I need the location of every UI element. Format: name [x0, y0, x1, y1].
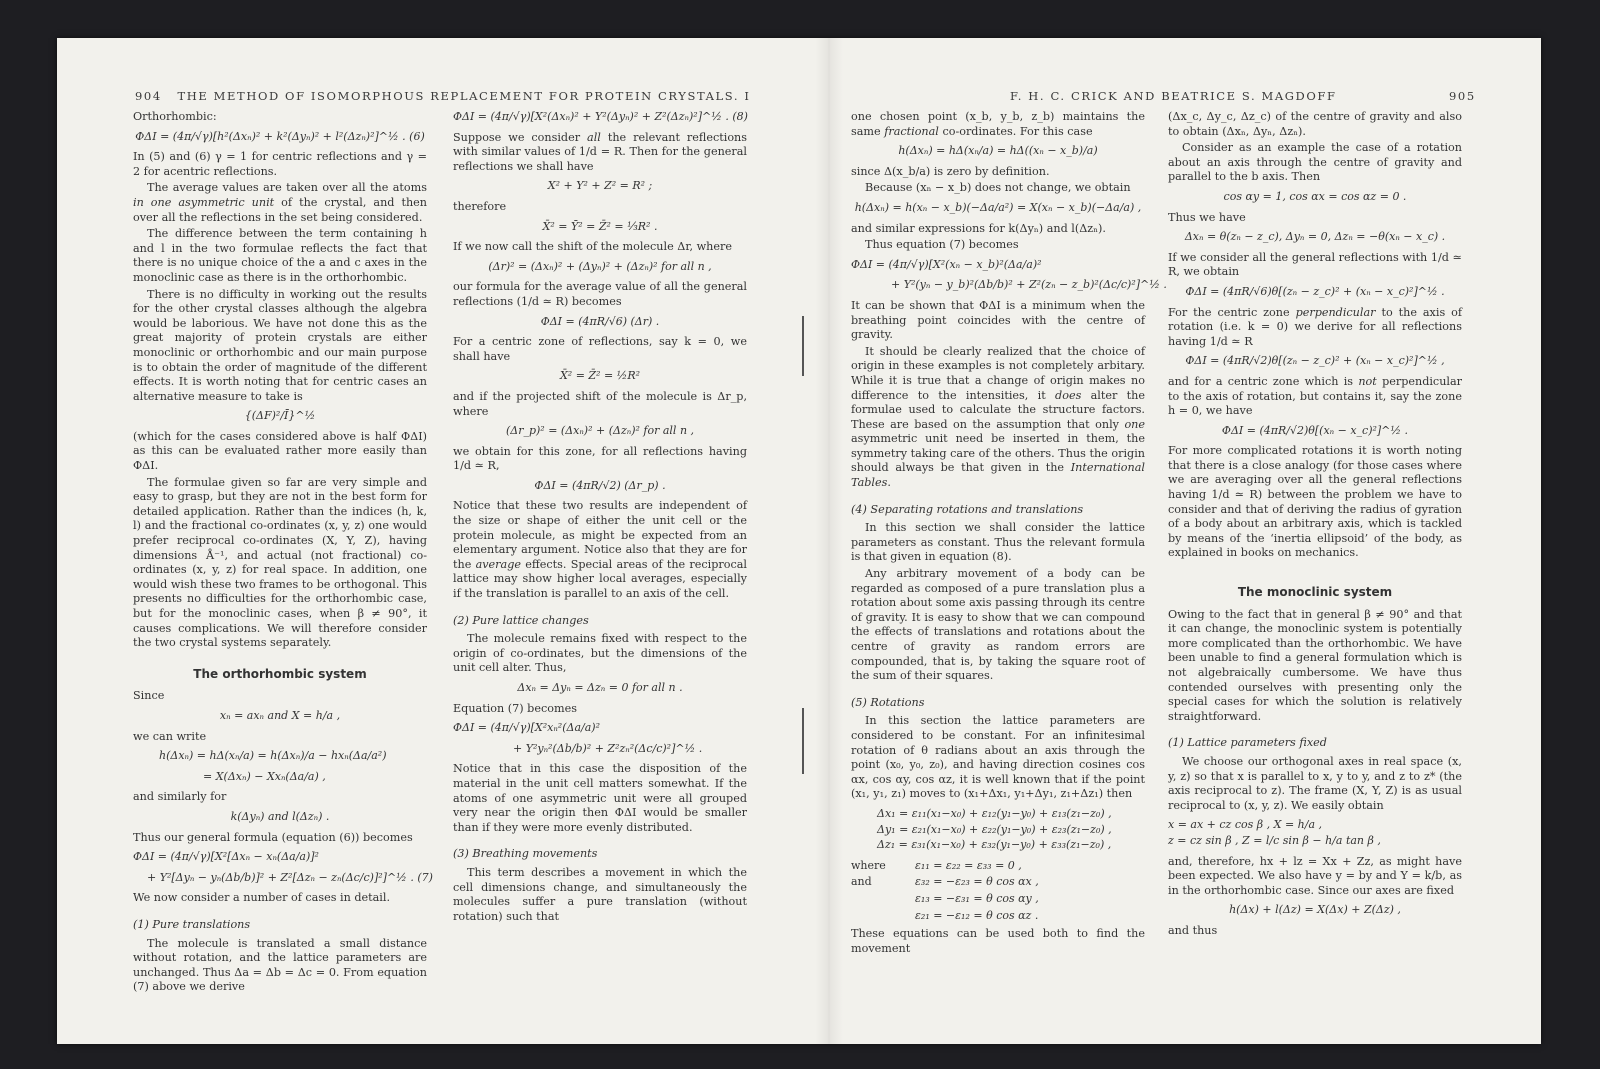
italic-text: in one asymmetric unit: [133, 195, 275, 209]
label-where: where: [851, 858, 886, 872]
left-page-column-1: [133, 110, 433, 997]
paragraph: There is no difficulty in working out the results for the other crystal classes although the algebra would be laborious. We have not done this as the great majority of protein crystals are either monoclinic or orthorhombic and our main purpose is to obtain the order of magnitude of the different effects. It is worth noting that for centric cases an alternative measure to take is: [133, 287, 427, 403]
running-title-left: THE METHOD OF ISOMORPHOUS REPLACEMENT FOR PROTEIN CRYSTALS. I: [177, 89, 751, 103]
text-run: .: [887, 476, 891, 490]
text-run: and for a centric zone which is: [1168, 374, 1359, 388]
running-title-right: F. H. C. CRICK AND BEATRICE S. MAGDOFF: [1010, 89, 1337, 103]
paragraph: and, therefore, hx + lz = Xx + Zz, as might have been expected. We also have y = by and Y = k/b, as in the orthorhombic case. Since our axes are fixed: [1168, 854, 1462, 897]
paragraph: We choose our orthogonal axes in real space (x, y, z) so that x is parallel to x, y to y, and z to z* (the axis reciprocal to z). The frame (X, Y, Z) is as usual reciprocal to (x, y, z). We easily obtain: [1168, 754, 1462, 812]
equation: Δxₙ = θ(zₙ − z_c), Δyₙ = 0, Δzₙ = −θ(xₙ − x_c) .: [1184, 230, 1446, 244]
page-number-left: 904: [135, 89, 162, 103]
text-run: alter the formulae used to calculate the structure factors. These are based on the assumption that only: [851, 388, 1145, 431]
paragraph: Thus we have: [1168, 210, 1246, 224]
paragraph: since Δ(x_b/a) is zero by definition.: [851, 164, 1050, 178]
equation: = X(Δxₙ) − Xxₙ(Δa/a) ,: [203, 769, 326, 783]
equation: cos αy = 1, cos αx = cos αz = 0 .: [1223, 189, 1407, 203]
text-run: one chosen point (x_b, y_b, z_b) maintains the same: [851, 110, 1145, 138]
paragraph: [851, 345, 1145, 491]
text-run: of the crystal, and then over all the reflections in the set being considered.: [133, 195, 427, 224]
italic-text: International Tables: [851, 461, 1145, 490]
right-page-column-1: [851, 110, 1167, 958]
subsection-heading: (5) Rotations: [851, 695, 925, 709]
text-run: The average values are taken over all the atoms: [147, 181, 427, 195]
equation: ε₃₂ = −ε₂₃ = θ cos αx ,: [915, 875, 1039, 889]
margin-mark: [802, 708, 804, 774]
paragraph: and if the projected shift of the molecule is Δr_p, where: [453, 389, 747, 418]
paragraph: and similar expressions for k(Δyₙ) and l(Δzₙ).: [851, 221, 1106, 235]
equation: ΦΔI = (4πR/√6)θ[(zₙ − z_c)² + (xₙ − x_c)²]^½ .: [1185, 284, 1445, 298]
page-number-right: 905: [1449, 89, 1476, 103]
paragraph: Because (xₙ − x_b) does not change, we obtain: [865, 181, 1131, 195]
paragraph: we can write: [133, 729, 207, 743]
paragraph: [133, 181, 427, 225]
text-run: perpendicular to the axis of rotation, but contains it, say the zone h = 0, we have: [1168, 374, 1462, 418]
equation: (Δr)² = (Δxₙ)² + (Δyₙ)² + (Δzₙ)² for all n ,: [488, 259, 712, 273]
equation: h(Δxₙ) = hΔ(xₙ/a) = hΔ((xₙ − x_b)/a): [898, 144, 1098, 158]
paragraph: In this section we shall consider the lattice parameters as constant. Thus the relevant formula is that given in equation (8).: [851, 521, 1145, 564]
equation: ΦΔI = (4πR/√2) (Δr_p) .: [534, 478, 666, 492]
paragraph: and thus: [1168, 923, 1218, 937]
paragraph: If we now call the shift of the molecule Δr, where: [453, 240, 732, 254]
paragraph: Since: [133, 689, 165, 703]
italic-text: one: [1124, 417, 1145, 431]
italic-text: not: [1358, 374, 1377, 388]
paragraph: [453, 499, 747, 601]
equation: z = cz sin β , Z = l/c sin β − h/a tan β ,: [1168, 833, 1381, 847]
equation: + Y²yₙ²(Δb/b)² + Z²zₙ²(Δc/c)²]^½ .: [513, 741, 703, 755]
text-run: effects. Special areas of the reciprocal lattice may show higher local averages, especially if the translation is parallel to an axis of the cell.: [453, 557, 747, 601]
text-run: It should be clearly realized that the choice of origin in these examples is not completely arbitary. While it is true that a change of origin makes no difference to the intensities, it: [851, 344, 1145, 402]
paragraph: we obtain for this zone, for all reflections having 1/d ≃ R,: [453, 444, 747, 473]
running-header-authors: [1010, 89, 1337, 103]
equation: Δxₙ = Δyₙ = Δzₙ = 0 for all n .: [517, 681, 683, 694]
paragraph: [453, 131, 747, 175]
paragraph: [1168, 375, 1462, 419]
page-fold: [815, 38, 843, 1044]
subsection-heading: (1) Pure translations: [133, 917, 251, 931]
paragraph: For more complicated rotations it is worth noting that there is a close analogy (for those cases where we are averaging over all the general reflections having 1/d ≃ R) between the problem we have to consider and that of deriving the radius of gyration of a body about an arbitrary axis, which is tackled by means of the ‘inertia ellipsoid’ of the body, as explained in books on mechanics.: [1168, 444, 1462, 560]
equation: ΦΔI = (4πR/√2)θ[(zₙ − z_c)² + (xₙ − x_c)²]^½ ,: [1185, 354, 1445, 368]
italic-text: does: [1055, 388, 1082, 402]
equation: ε₂₁ = −ε₁₂ = θ cos αz .: [915, 908, 1039, 922]
equation: ΦΔI = (4πR/√2)θ[(xₙ − x_c)²]^½ .: [1221, 423, 1409, 437]
equation: x = ax + cz cos β , X = h/a ,: [1168, 818, 1322, 832]
equation: ΦΔI = (4π/√γ)[X²[Δxₙ − xₙ(Δa/a)]²: [133, 850, 319, 864]
text-run: to the axis of rotation (i.e. k = 0) we derive for all reflections having 1/d ≃ R: [1168, 305, 1462, 348]
equation: Δx₁ = ε₁₁(x₁−x₀) + ε₁₂(y₁−y₀) + ε₁₃(z₁−z₀) ,: [877, 806, 1112, 820]
paragraph: Notice that in this case the disposition of the material in the unit cell matters somewhat. If the atoms of one asymmetric unit were all grouped very near the origin then ΦΔI would be smaller than if they were more evenly distributed.: [453, 762, 747, 834]
paragraph: We now consider a number of cases in detail.: [133, 891, 391, 905]
paragraph: Orthorhombic:: [133, 110, 217, 123]
equation: ΦΔI = (4π/√γ)[X²xₙ²(Δa/a)²: [453, 721, 600, 735]
right-page-column-2: [1168, 110, 1462, 941]
text-run: Suppose we consider: [453, 130, 588, 144]
paragraph: Consider as an example the case of a rotation about an axis through the centre of gravity and parallel to the b axis. Then: [1168, 141, 1462, 184]
paragraph: Equation (7) becomes: [453, 701, 577, 715]
paragraph: (Δx_c, Δy_c, Δz_c) of the centre of gravity and also to obtain (Δxₙ, Δyₙ, Δzₙ).: [1168, 110, 1462, 138]
section-heading: The monoclinic system: [1237, 585, 1393, 600]
equation: ε₁₃ = −ε₃₁ = θ cos αy ,: [915, 891, 1039, 905]
paragraph: Thus our general formula (equation (6)) becomes: [133, 830, 413, 844]
text-run: Notice that these two results are independent of the size or shape of either the unit cell or the protein molecule, as might be expected from an elementary argument. Notice also that they are for the: [453, 499, 747, 571]
equation: h(Δxₙ) = h(xₙ − x_b)(−Δa/a²) = X(xₙ − x_b)(−Δa/a) ,: [854, 200, 1142, 214]
italic-text: perpendicular: [1295, 305, 1376, 319]
paragraph: our formula for the average value of all the general reflections (1/d ≃ R) becomes: [453, 280, 747, 308]
equation: ε₁₁ = ε₂₂ = ε₃₃ = 0 ,: [915, 858, 1022, 872]
text-run: the relevant reflections with similar values of 1/d = R. Then for the general reflections we shall have: [453, 130, 747, 173]
paragraph: In (5) and (6) γ = 1 for centric reflections and γ = 2 for acentric reflections.: [133, 150, 427, 178]
equation: h(Δx) + l(Δz) = X(Δx) + Z(Δz) ,: [1229, 903, 1401, 917]
text-run: co-ordinates. For this case: [938, 124, 1093, 138]
equation: X̄² = Ȳ² = Z̄² = ⅓R² .: [542, 219, 658, 233]
equation: ΦΔI = (4πR/√6) (Δr) .: [540, 314, 660, 328]
paragraph: The molecule is translated a small distance without rotation, and the lattice parameters are unchanged. Thus Δa = Δb = Δc = 0. From equation (7) above we derive: [133, 936, 427, 994]
paragraph: therefore: [453, 199, 507, 213]
margin-mark: [802, 316, 804, 376]
subsection-heading: (4) Separating rotations and translations: [851, 502, 1084, 516]
equation: Δy₁ = ε₂₁(x₁−x₀) + ε₂₂(y₁−y₀) + ε₂₃(z₁−z₀) ,: [877, 822, 1112, 836]
equation: ΦΔI = (4π/√γ)[X²(xₙ − x_b)²(Δa/a)²: [851, 257, 1042, 271]
equation: ΦΔI = (4π/√γ)[X²(Δxₙ)² + Y²(Δyₙ)² + Z²(Δzₙ)²]^½ . (8): [453, 110, 748, 123]
equation: ΦΔI = (4π/√γ)[h²(Δxₙ)² + k²(Δyₙ)² + l²(Δzₙ)²]^½ . (6): [135, 129, 425, 143]
paragraph: In this section the lattice parameters are considered to be constant. For an infinitesimal rotation of θ radians about an axis through the point (x₀, y₀, z₀), and having direction cosines cos αx, cos αy, cos αz, it is well known that if the point (x₁, y₁, z₁) moves to (x₁+Δx₁, y₁+Δy₁, z₁+Δz₁) then: [851, 714, 1145, 801]
paragraph: If we consider all the general reflections with 1/d ≃ R, we obtain: [1168, 250, 1462, 279]
paragraph: This term describes a movement in which the cell dimensions change, and simultaneously the molecules suffer a pure translation (without rotation) such that: [453, 865, 747, 923]
equation: X² + Y² + Z² = R² ;: [547, 179, 653, 193]
equation: Δz₁ = ε₃₁(x₁−x₀) + ε₃₂(y₁−y₀) + ε₃₃(z₁−z₀) ,: [877, 838, 1112, 852]
equation: X̄² = Z̄² = ½R²: [559, 369, 641, 383]
book-spread: [57, 38, 1541, 1044]
subsection-heading: (1) Lattice parameters fixed: [1168, 736, 1327, 750]
equation: (Δr_p)² = (Δxₙ)² + (Δzₙ)² for all n ,: [505, 424, 695, 438]
paragraph: Owing to the fact that in general β ≠ 90° and that it can change, the monoclinic system is potentially more complicated than the orthorhombic. We have been unable to find a general formulation which is not algebraically cumbersome. We have thus contended ourselves with presenting only the special cases for which the solution is relatively straightforward.: [1168, 607, 1462, 723]
paragraph: These equations can be used both to find the movement: [851, 927, 1145, 955]
paragraph: The formulae given so far are very simple and easy to grasp, but they are not in the best form for detailed application. Rather than the indices (h, k, l) and the fractional co-ordinates (x, y, z) one would prefer reciprocal co-ordinates (X, Y, Z), having dimensions Å⁻¹, and actual (not fractional) co-ordinates (x, y, z) for real space. In addition, one would wish these two frames to be orthogonal. This presents no difficulties for the orthorhombic case, but for the monoclinic cases, when β ≠ 90°, it causes complications. We will therefore consider the two crystal systems separately.: [133, 475, 427, 650]
subsection-heading: (2) Pure lattice changes: [453, 613, 589, 627]
equation: xₙ = axₙ and X = h/a ,: [219, 708, 341, 722]
italic-text: all: [587, 130, 601, 144]
equation: {(ΔF)²/Ī}^½: [244, 409, 316, 423]
text-run: asymmetric unit need be inserted in them, the symmetry taking care of the others. Thus the origin should always be that given in the: [851, 432, 1145, 475]
paragraph: Thus equation (7) becomes: [865, 238, 1019, 252]
equation: + Y²[Δyₙ − yₙ(Δb/b)]² + Z²[Δzₙ − zₙ(Δc/c)]²]^½ . (7): [147, 870, 433, 884]
paragraph: It can be shown that ΦΔI is a minimum when the breathing point coincides with the centre of gravity.: [851, 298, 1145, 342]
paragraph: For a centric zone of reflections, say k = 0, we shall have: [453, 335, 747, 363]
subsection-heading: (3) Breathing movements: [453, 847, 598, 861]
paragraph: [1168, 306, 1462, 350]
paragraph: The difference between the term containing h and l in the two formulae reflects the fact that there is no unique choice of the a and c axes in the monoclinic case as there is in the orthorhombic.: [133, 227, 427, 284]
paragraph: and similarly for: [133, 790, 227, 804]
section-heading: The orthorhombic system: [193, 666, 367, 681]
equation: k(Δyₙ) and l(Δzₙ) .: [230, 809, 330, 823]
paragraph: Any arbitrary movement of a body can be regarded as composed of a pure translation plus a rotation about some axis passing through its centre of gravity. It is easy to show that we can compound the effects of translations and rotations about the centre of gravity as random errors are compounded, that is, by taking the square root of the sum of their squares.: [851, 567, 1145, 683]
italic-text: average: [475, 557, 521, 571]
label-and: and: [851, 875, 872, 889]
paragraph: The molecule remains fixed with respect to the origin of co-ordinates, but the dimensions of the unit cell alter. Thus,: [453, 632, 747, 675]
running-header-left: [135, 89, 750, 103]
text-run: For the centric zone: [1168, 305, 1296, 319]
left-page-column-2: [453, 110, 747, 926]
paragraph: [851, 110, 1145, 139]
equation: + Y²(yₙ − y_b)²(Δb/b)² + Z²(zₙ − z_b)²(Δc/c)²]^½ .: [891, 278, 1167, 292]
paragraph: (which for the cases considered above is half ΦΔI) as this can be evaluated rather more easily than ΦΔI.: [133, 429, 427, 473]
equation: h(Δxₙ) = hΔ(xₙ/a) = h(Δxₙ)/a − hxₙ(Δa/a²): [159, 749, 387, 763]
italic-text: fractional: [884, 124, 939, 138]
